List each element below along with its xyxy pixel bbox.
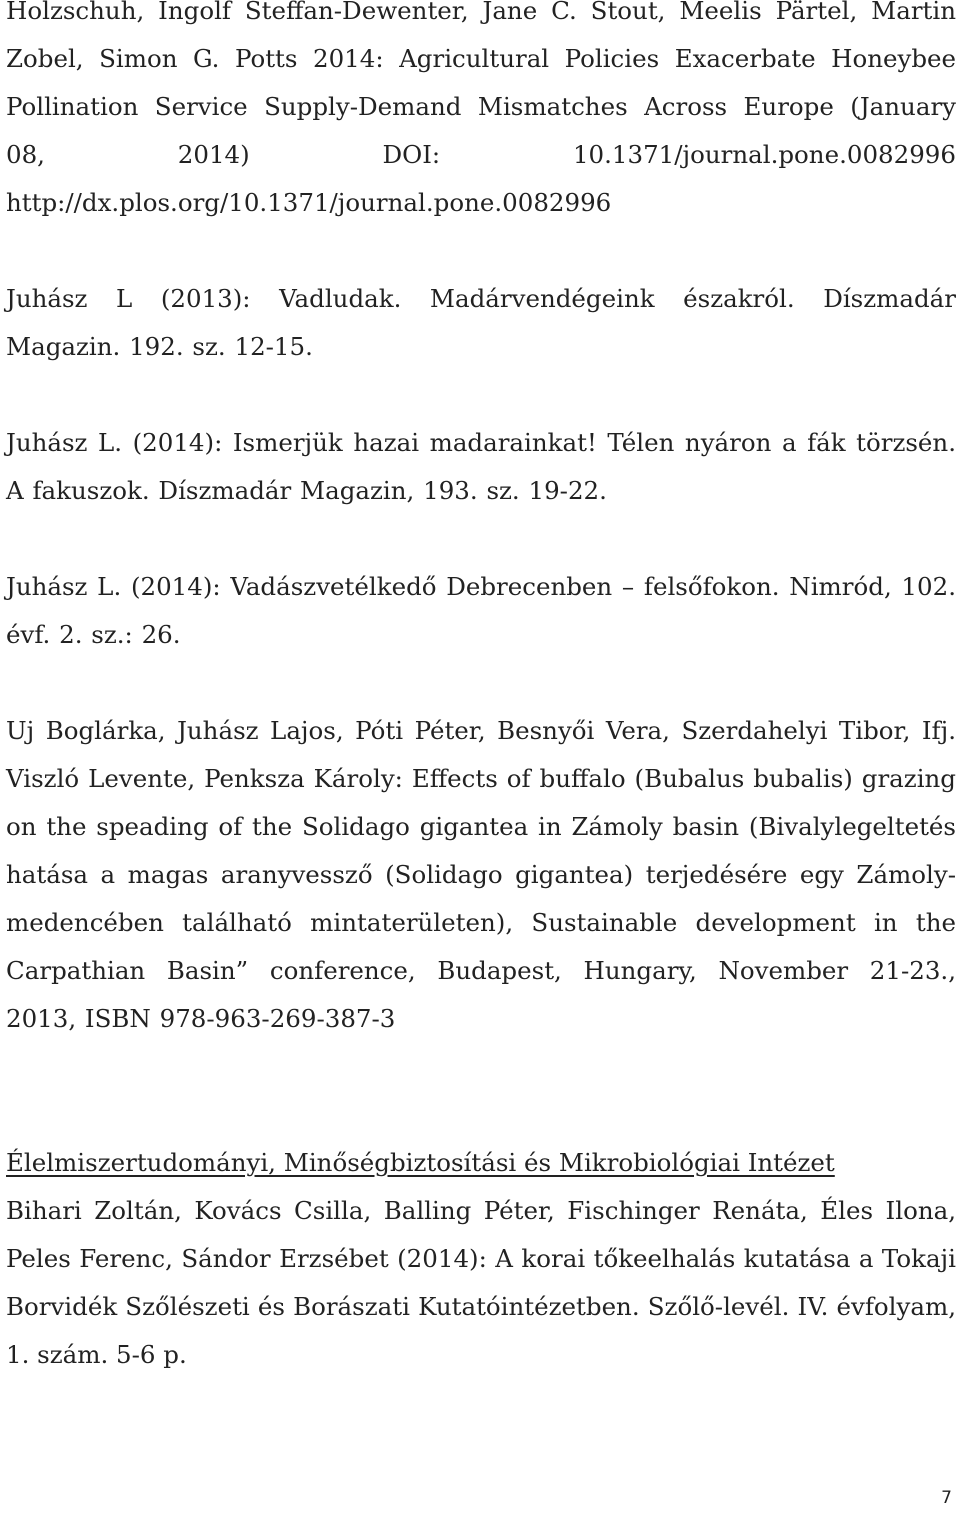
reference-holzschuh-2014: Holzschuh, Ingolf Steffan-Dewenter, Jane C. Stout, Meelis Pärtel, Martin Zobel, Simon G. Potts 2014: Agricultural Policies Exacerbate Honeybee Pollination Service Supply-Demand Mismatches Across Europe (January 08, 2014) DOI: 10.1371/journal.pone.0082996 http://dx.plos.org/10.1371/journal.pone.0082996 [6,0,956,217]
reference-juhasz-2013: Juhász L (2013): Vadludak. Madárvendégeink északról. Díszmadár Magazin. 192. sz. 12-15. [6,284,956,361]
page-number: 7 [941,1488,952,1508]
reference-juhasz-2014-nimrod: Juhász L. (2014): Vadászvetélkedő Debrecenben – felsőfokon. Nimród, 102. évf. 2. sz.: 26. [6,572,956,649]
reference-bihari-2014: Bihari Zoltán, Kovács Csilla, Balling Péter, Fischinger Renáta, Éles Ilona, Peles Ferenc, Sándor Erzsébet (2014): A korai tőkeelhalás kutatása a Tokaji Borvidék Szőlészeti és Borászati Kutatóintézetben. Szőlő-levél. IV. évfolyam, 1. szám. 5-6 p. [6,1196,956,1369]
reference-juhasz-2014-fakuszok: Juhász L. (2014): Ismerjük hazai madarainkat! Télen nyáron a fák törzsén. A fakuszok. Díszmadár Magazin, 193. sz. 19-22. [6,428,956,505]
reference-uj-2013: Uj Boglárka, Juhász Lajos, Póti Péter, Besnyői Vera, Szerdahelyi Tibor, Ifj. Viszló Levente, Penksza Károly: Effects of buffalo (Bubalus bubalis) grazing on the speading of the Solidago gigantea in Zámoly basin (Bivalylegeltetés hatása a magas aranyvessző (Solidago gigantea) terjedésére egy Zámoly-medencében található mintaterületen), Sustainable development in the Carpathian Basin” conference, Budapest, Hungary, November 21-23., 2013, ISBN 978-963-269-387-3 [6,716,956,1033]
section-heading: Élelmiszertudományi, Minőségbiztosítási és Mikrobiológiai Intézet [6,1148,835,1177]
document-page [6,0,956,1379]
